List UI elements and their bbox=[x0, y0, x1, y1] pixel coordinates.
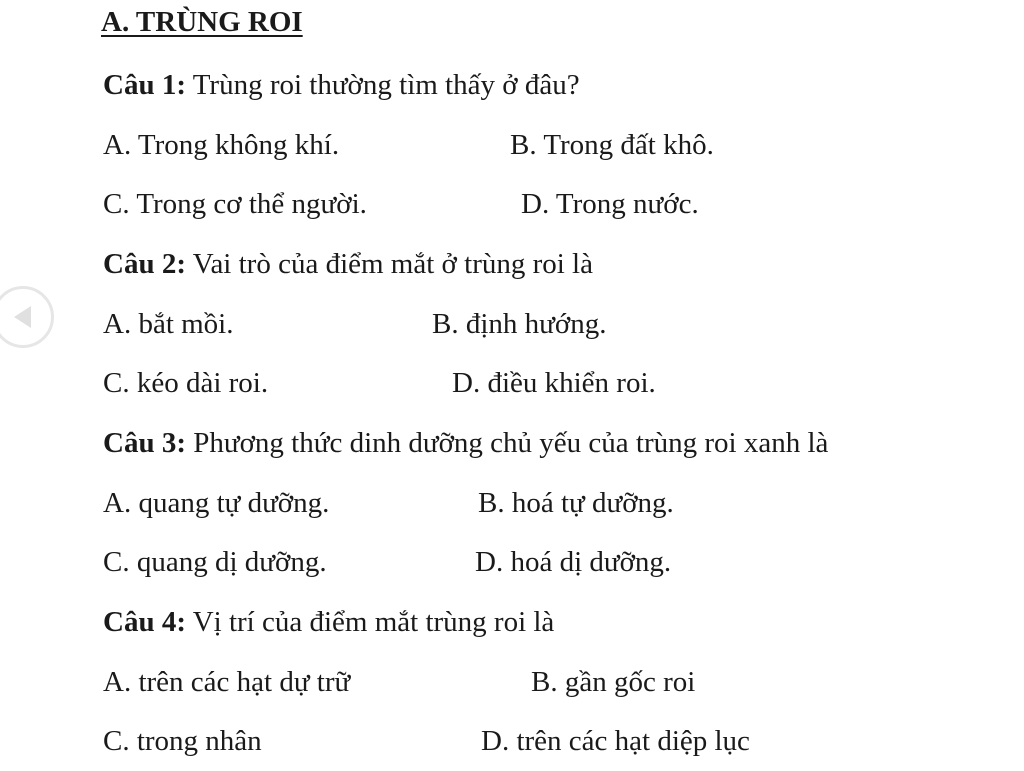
question-3-option-c: C. quang dị dưỡng. bbox=[103, 546, 327, 578]
question-2-option-c: C. kéo dài roi. bbox=[103, 367, 269, 399]
question-2-option-a: A. bắt mồi. bbox=[103, 308, 234, 340]
question-4-option-d: D. trên các hạt diệp lục bbox=[481, 725, 750, 757]
question-1-option-b: B. Trong đất khô. bbox=[510, 129, 714, 161]
question-4-label: Câu 4: bbox=[103, 606, 186, 638]
question-1-text: Trùng roi thường tìm thấy ở đâu? bbox=[185, 69, 580, 101]
question-1-label: Câu 1: bbox=[103, 69, 186, 101]
question-2-option-d: D. điều khiển roi. bbox=[452, 367, 656, 399]
question-3-text: Phương thức dinh dưỡng chủ yếu của trùng roi xanh là bbox=[185, 427, 829, 459]
prev-page-button[interactable] bbox=[0, 286, 54, 348]
chevron-left-icon bbox=[11, 304, 35, 330]
question-2-label: Câu 2: bbox=[103, 248, 186, 280]
question-4-option-a: A. trên các hạt dự trữ bbox=[103, 666, 351, 698]
question-3-option-b: B. hoá tự dưỡng. bbox=[478, 487, 674, 519]
question-2 bbox=[103, 250, 593, 279]
question-3 bbox=[103, 429, 828, 458]
question-1 bbox=[103, 71, 580, 100]
question-4-option-c: C. trong nhân bbox=[103, 725, 262, 757]
question-3-label: Câu 3: bbox=[103, 427, 186, 459]
question-4-text: Vị trí của điểm mắt trùng roi là bbox=[185, 606, 555, 638]
section-heading: A. TRÙNG ROI bbox=[101, 6, 303, 38]
question-1-option-d: D. Trong nước. bbox=[521, 188, 699, 220]
question-2-option-b: B. định hướng. bbox=[432, 308, 607, 340]
question-2-text: Vai trò của điểm mắt ở trùng roi là bbox=[185, 248, 593, 280]
question-4 bbox=[103, 608, 554, 637]
question-1-option-a: A. Trong không khí. bbox=[103, 129, 340, 161]
question-4-option-b: B. gần gốc roi bbox=[531, 666, 696, 698]
question-3-option-d: D. hoá dị dưỡng. bbox=[475, 546, 672, 578]
question-1-option-c: C. Trong cơ thể người. bbox=[103, 188, 367, 220]
question-3-option-a: A. quang tự dưỡng. bbox=[103, 487, 330, 519]
